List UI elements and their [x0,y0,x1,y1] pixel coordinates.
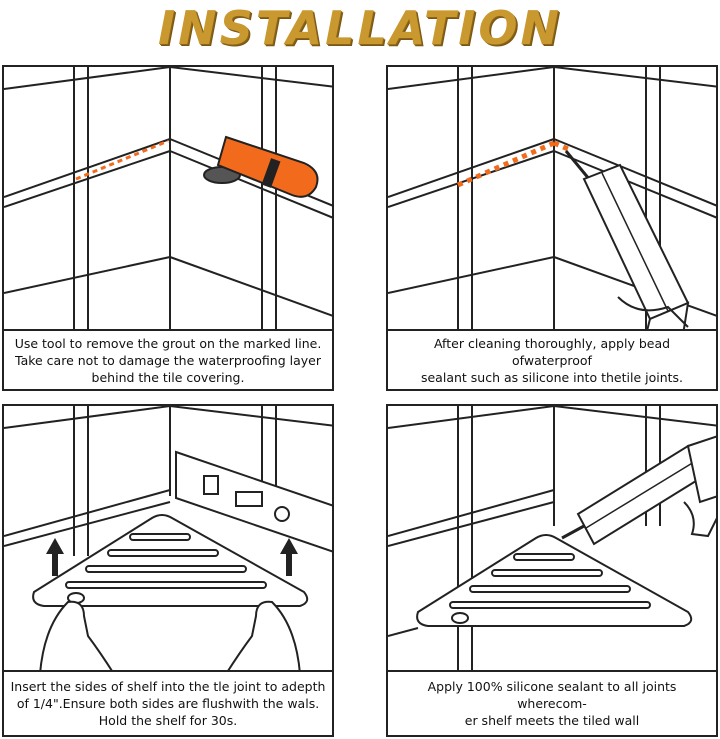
step-4-panel [386,404,718,737]
hands-icon [40,602,300,674]
marked-grout-line [76,141,168,179]
step-1-illustration [4,67,334,333]
caulk-gun-icon [562,436,718,544]
step-2-caption: After cleaning thoroughly, apply bead ofwaterproof sealant such as silicone into thetile joints. [388,329,716,389]
step-3-illustration [4,406,334,674]
step-3-panel [2,404,334,737]
step-2-panel [386,65,718,391]
step-4-illustration [388,406,718,674]
step-1-caption: Use tool to remove the grout on the marked line. Take care not to damage the waterproofing layer behind the tile covering. [4,329,332,389]
step-2-illustration [388,67,718,333]
step-3-caption: Insert the sides of shelf into the tle joint to adepth of 1/4".Ensure both sides are flushwith the wals. Hold the shelf for 30s. [4,670,332,735]
step-4-caption: Apply 100% silicone sealant to all joints wherecom- er shelf meets the tiled wall [388,670,716,735]
caulk-gun-icon [566,151,688,333]
step-1-panel [2,65,334,391]
page-title: INSTALLATION [157,1,563,55]
